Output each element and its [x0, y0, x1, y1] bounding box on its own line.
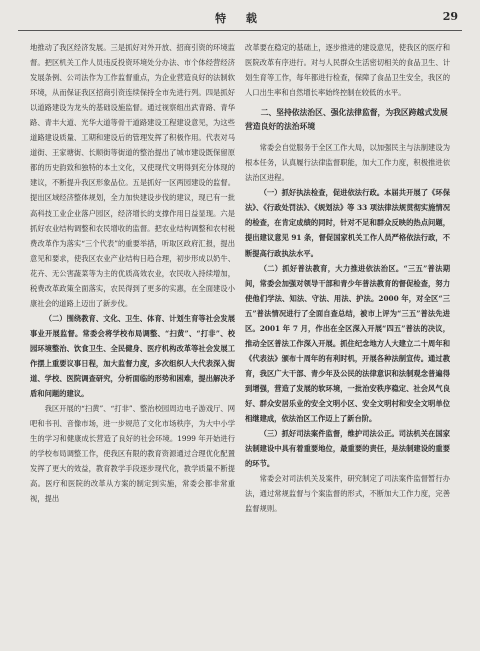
page-number: 29 — [442, 10, 458, 23]
right-text-column — [245, 40, 450, 638]
header-rule — [18, 30, 462, 31]
paragraph: 我区开展的“扫黄”、“打非”、整治校园周边电子游戏厅、网吧和书刊、音像市场，进一步规范了文化市场秩序，为大中小学生的学习和健康成长营造了良好的社会环境。1999 年开始进行的学校布局调整工作，使我区有限的教育资源通过合理优化配置发挥了更大的效益，教育教学手段逐步现代化，教学质量不断提高。医疗和医院的改革从方案的制定到实施，常委会都非常重视，提出 — [30, 404, 235, 504]
paragraph: （二）抓好普法教育，大力推进依法治区。“三五”普法期间，常委会加强对领导干部和青少年普法教育的督促检查，努力使他们学法、知法、守法、用法、护法。2000 年，对全区“三五”普法情况进行了全面自查总结，被市上评为“三五”普法先进区。2001 年 7 月，作出在全区深入开展“四五”普法的决议，推动全区普法工作深入开展。抓住纪念地方人大建立二十周年和《代表法》颁布十周年的有利时机，开展各种法制宣传。通过教育，我区广大干部、青少年及公民的法律意识和法制观念普遍得到增强，营造了发展的软环境，一批治安秩序稳定、社会风气良好、群众安居乐业的安全文明小区、安全文明村和安全文明单位相继建成，依法治区工作迈上了新台阶。 — [245, 263, 450, 424]
paragraph: 改革要在稳定的基础上，逐步推进的建设意见，使我区的医疗和医院改革有序进行。对与人民群众生活密切相关的食品卫生、计划生育等工作，每年都进行检查，保障了食品卫生安全，我区的人口出生率和自然增长率始终控制在较低的水平。 — [245, 43, 450, 98]
paragraph: 常委会对司法机关及案件，研究制定了司法案件监督暂行办法，通过常规监督与个案监督的形式，不断加大工作力度，完善监督规则。 — [245, 474, 450, 514]
page-header — [18, 10, 462, 28]
section-heading: 二、坚持依法治区、强化法律监督，为我区跨越式发展营造良好的法治环境 — [245, 108, 448, 132]
paragraph: 常委会自觉服务于全区工作大局，以加强民主与法制建设为根本任务，认真履行法律监督职能，加大工作力度，积极推进依法治区进程。 — [245, 143, 450, 183]
left-text-column — [30, 40, 235, 638]
running-section-title: 特 载 — [215, 12, 265, 25]
paragraph: （一）抓好执法检查，促进依法行政。本届共开展了《环保法》、《行政处罚法》、《规划法》等 33 项法律法规贯彻实施情况的检查，在肯定成绩的同时，针对不足和群众反映的热点问题，提出建议意见 91 条，督促国家机关工作人员严格依法行政，不断提高行政执法水平。 — [245, 188, 450, 258]
paragraph: （二）围绕教育、文化、卫生、体育、计划生育等社会发展事业开展监督。常委会将学校布局调整、“扫黄”、“打非”、校园环境整治、饮食卫生、全民健身、医疗机构改革等社会发展工作摆上重要议事日程，加大监督力度，多次组织人大代表深入街道、学校、医院调查研究，分析面临的形势和困难，提出解决矛盾和问题的建议。 — [30, 313, 235, 399]
paragraph: 地推动了我区经济发展。三是抓好对外开放、招商引资的环境监督。把区机关工作人员违反投资环境处分办法、市个体经营经济发展条例、公司法作为工作监督重点，为企业营造良好的法制软环境，从而保证我区招商引资连续保持全市先进行列。四是抓好以道路建设为龙头的基础设施监督。通过视察组出武青路、青华路、青丰大道、光华大道等骨干道路建设工程建设意见，为这些道路建设质量、工期和建设后的管理发挥了积极作用。代表对马道街、王家塘街、长顺街等街道的整治提出了城市建设既保留原都的历史韵致和独特的本土文化，又使现代文明得到充分体现的建议，不断提升我区形象品位。五是抓好一区两园建设的监督。提出区域经济整体规划，全力加快建设步伐的建议，现已有一批高科技工业企业落户园区，经济增长的支撑作用日益显现。六是抓好农业结构调整和农民增收的监督。把农业结构调整和农村税费改革作为落实“三个代表”的重要举措，听取区政府汇报，提出意见和要求，使我区农业产业结构日趋合理，初步形成以奶牛、花卉、无公害蔬菜等为主的优质高效农业，农民收入持续增加，税费改革政策全面落实，农民得到了更多的实惠，在全面建设小康社会的道路上迈出了新步伐。 — [30, 43, 235, 308]
paragraph: （三）抓好司法案件监督，维护司法公正。司法机关在国家法制建设中具有着重要地位，最重要的责任，是法制建设的重要的环节。 — [245, 429, 450, 469]
